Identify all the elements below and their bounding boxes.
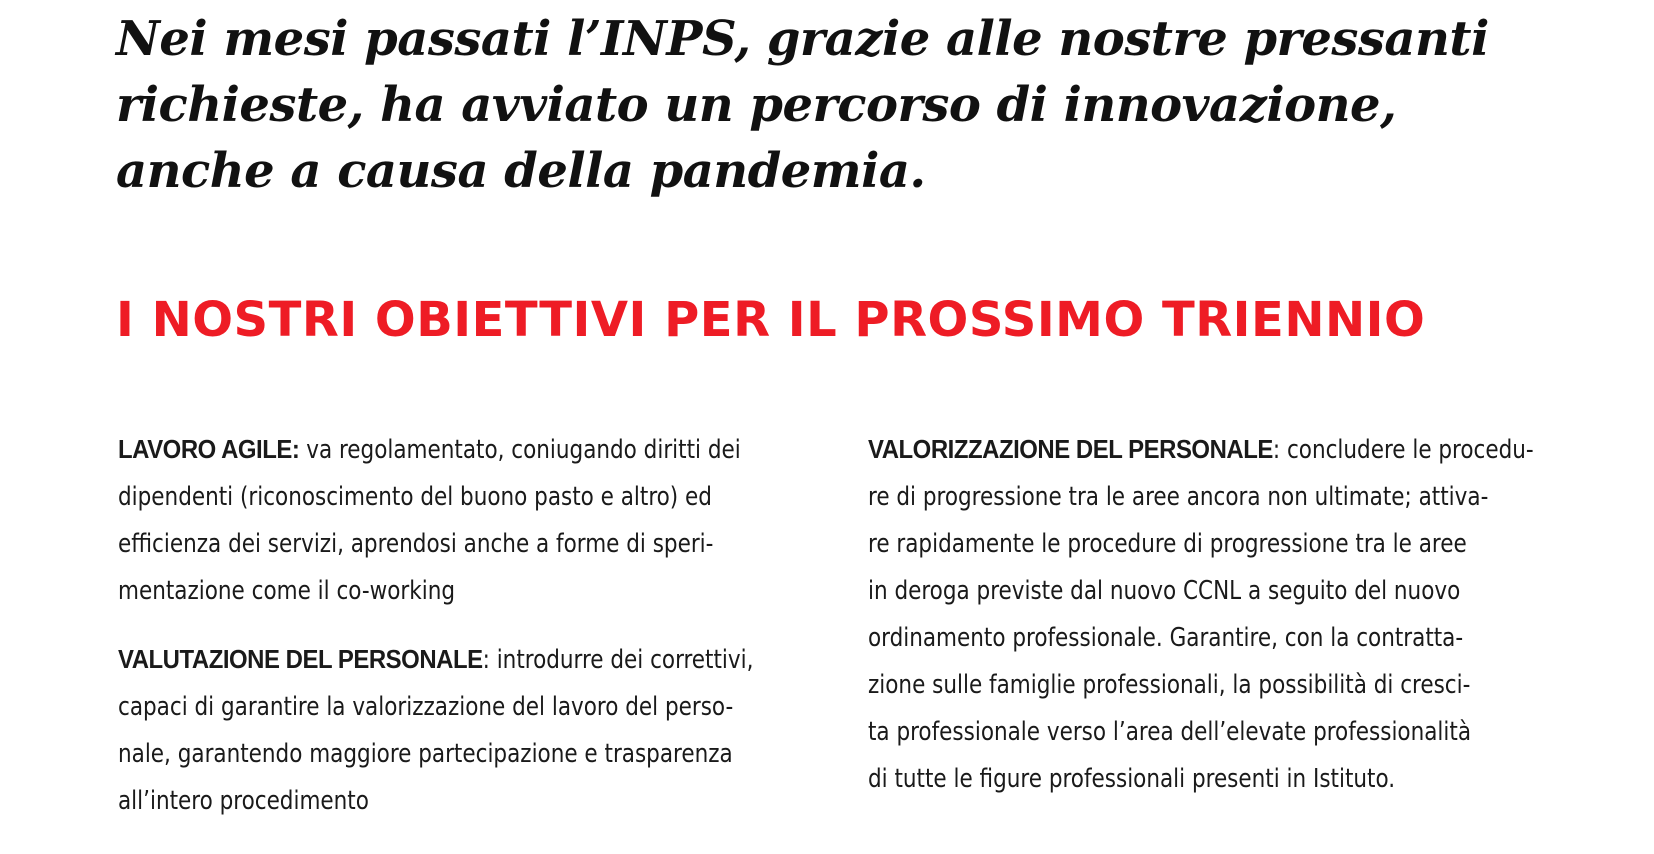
- text-line: mentazione come il co-working: [118, 576, 456, 606]
- intro-statement: [116, 6, 1516, 204]
- paragraph-valutazione: [118, 636, 802, 825]
- text-line: capaci di garantire la valorizzazione del lavoro del perso-: [118, 692, 734, 722]
- text-run: : concludere le procedu-: [1272, 435, 1534, 465]
- text-line: [868, 426, 1534, 474]
- text-line: di tutte le figure professionali presenti in Istituto.: [868, 764, 1396, 794]
- text-run: : introdurre dei correttivi,: [482, 645, 754, 675]
- text-line: nale, garantendo maggiore partecipazione e trasparenza: [118, 739, 733, 769]
- text-line: ta professionale verso l’area dell’elevate professionalità: [868, 717, 1472, 747]
- lead-term: VALORIZZAZIONE DEL PERSONALE: [868, 434, 1273, 464]
- text-line: all’intero procedimento: [118, 786, 369, 816]
- paragraph-valorizzazione: [868, 426, 1552, 803]
- paragraph-lavoro-agile: [118, 426, 802, 615]
- text-line: efficienza dei servizi, aprendosi anche a forme di speri-: [118, 529, 714, 559]
- text-line: [118, 636, 754, 684]
- text-line: [118, 426, 747, 474]
- lead-term: LAVORO AGILE:: [118, 434, 300, 464]
- intro-line-2: richieste, ha avviato un percorso di innovazione,: [116, 77, 1397, 133]
- text-line: ordinamento professionale. Garantire, con la contratta-: [868, 623, 1464, 653]
- intro-line-1: Nei mesi passati l’INPS, grazie alle nostre pressanti: [116, 11, 1489, 67]
- intro-line-3: anche a causa della pandemia.: [116, 143, 926, 199]
- text-line: dipendenti (riconoscimento del buono pasto e altro) ed: [118, 482, 712, 512]
- text-line: zione sulle famiglie professionali, la possibilità di cresci-: [868, 670, 1471, 700]
- text-line: re rapidamente le procedure di progressione tra le aree: [868, 529, 1467, 559]
- right-column: [868, 426, 1552, 824]
- text-line: re di progressione tra le aree ancora non ultimate; attiva-: [868, 482, 1489, 512]
- text-run: va regolamentato, coniugando diritti dei: [299, 435, 741, 465]
- lead-term: VALUTAZIONE DEL PERSONALE: [118, 644, 483, 674]
- objectives-heading: I NOSTRI OBIETTIVI PER IL PROSSIMO TRIENNIO: [116, 292, 1426, 348]
- text-line: in deroga previste dal nuovo CCNL a seguito del nuovo: [868, 576, 1461, 606]
- left-column: [118, 426, 802, 846]
